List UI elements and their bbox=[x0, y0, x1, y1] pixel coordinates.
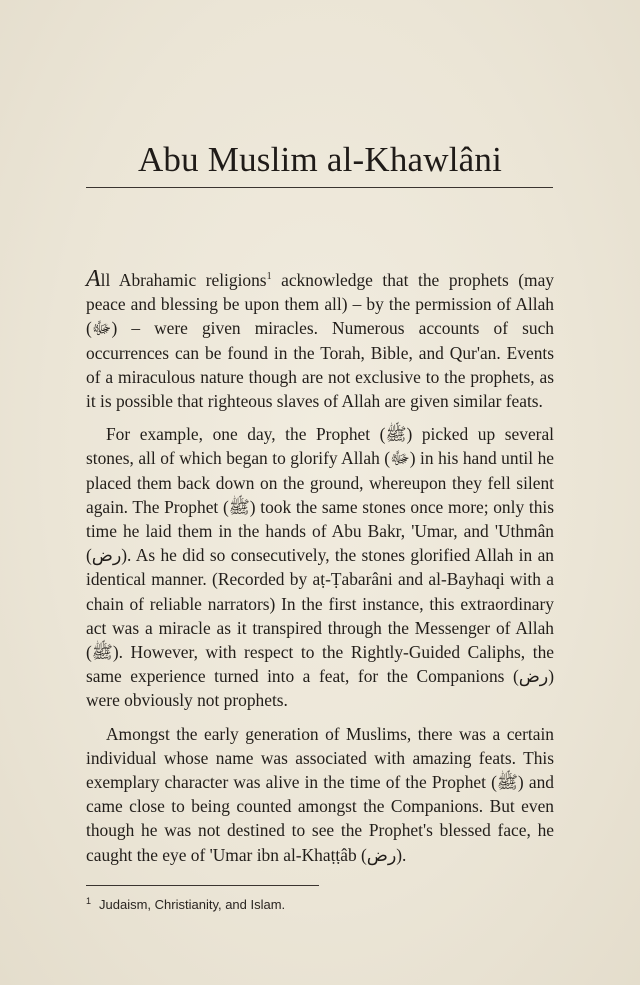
paragraph-1 bbox=[86, 267, 554, 413]
chapter-title: Abu Muslim al-Khawlâni bbox=[137, 140, 503, 179]
title-divider bbox=[86, 187, 553, 188]
paragraph-1-lead: ll Abrahamic religions bbox=[100, 270, 267, 290]
footnote-number: 1 bbox=[86, 895, 92, 906]
footnote-text: Judaism, Christianity, and Islam. bbox=[99, 897, 286, 912]
drop-cap: A bbox=[86, 266, 101, 292]
paragraph-2: For example, one day, the Prophet (ﷺ) picked up several stones, all of which began to glorify Allah (ﷻ) in his hand until he placed them back down on the ground, whereupon they fell silent again. The Prophet (ﷺ) took the same stones once more; only this time he laid them in the hands of Abu Bakr, 'Umar, and 'Uthmân (رض). As he did so consecutively, the stones glorified Allah in an identical manner. (Recorded by aṭ-Ṭabarâni and al-Bayhaqi with a chain of reliable narrators) In the first instance, this extraordinary act was a miracle as it transpired through the Messenger of Allah (ﷺ). However, with respect to the Rightly-Guided Caliphs, the same experience turned into a feat, for the Companions (رض) were obviously not prophets. bbox=[86, 424, 554, 711]
footnote bbox=[86, 897, 285, 912]
footnote-divider bbox=[86, 885, 319, 886]
footnote-reference[interactable]: 1 bbox=[266, 271, 272, 283]
body-text bbox=[86, 267, 554, 876]
paragraph-1-text: acknowledge that the prophets (may peace and blessing be upon them all) – by the permission of Allah (ﷻ) – were given miracles. Numerous accounts of such occurrences can be found in the Torah, Bible, and Qur'an. Events of a miraculous nature though are not exclusive to the prophets, as it is possible that righteous slaves of Allah are given similar feats. bbox=[86, 270, 554, 412]
paragraph-3: Amongst the early generation of Muslims, there was a certain individual whose name was associated with amazing feats. This exemplary character was alive in the time of the Prophet (ﷺ) and came close to being counted amongst the Companions. But even though he was not destined to see the Prophet's blessed face, he caught the eye of 'Umar ibn al-Khaṭṭâb (رض). bbox=[86, 723, 554, 865]
